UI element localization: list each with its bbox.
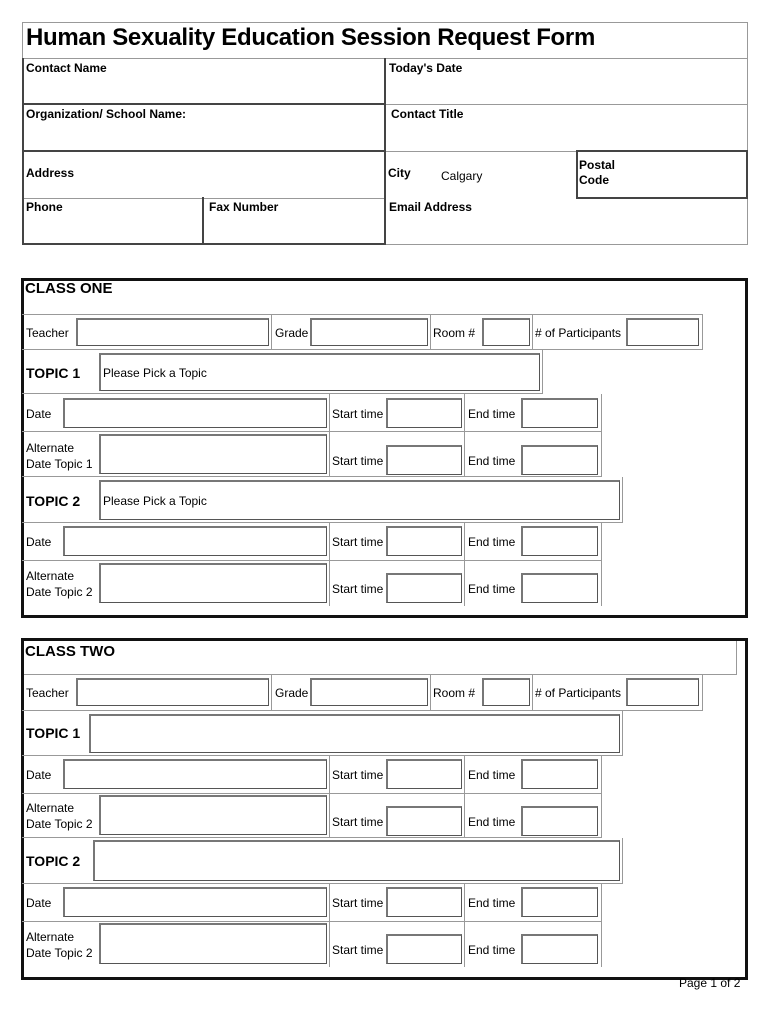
class-one-topic1-value: Please Pick a Topic xyxy=(103,366,207,380)
divider xyxy=(329,922,330,967)
class-two-room-field[interactable] xyxy=(482,678,530,706)
address-label: Address xyxy=(26,166,75,180)
class-two-alt1-end-label: End time xyxy=(468,815,516,829)
class-one-teacher-field[interactable] xyxy=(76,318,269,346)
divider xyxy=(329,756,330,794)
divider xyxy=(532,315,533,350)
email-label: Email Address xyxy=(389,200,472,214)
class-two-participants-label: # of Participants xyxy=(535,686,622,700)
divider xyxy=(271,315,272,350)
class-two-end-time-field[interactable] xyxy=(521,759,598,789)
class-two-alt1-end-field[interactable] xyxy=(521,806,598,836)
class-two-start-time2-label: Start time xyxy=(332,896,384,910)
divider xyxy=(329,394,330,432)
divider xyxy=(464,394,465,432)
alt-label-line2: Date Topic 1 xyxy=(26,457,93,471)
alt-label-line2: Date Topic 2 xyxy=(26,946,93,960)
class-one-alt2-start-field[interactable] xyxy=(386,573,462,603)
class-one-topic2-value: Please Pick a Topic xyxy=(103,494,207,508)
class-one-alt1-start-field[interactable] xyxy=(386,445,462,475)
class-two-teacher-field[interactable] xyxy=(76,678,269,706)
postal-label-line2: Code xyxy=(579,173,609,187)
class-one-participants-field[interactable] xyxy=(626,318,699,346)
class-two-alt2-label xyxy=(26,929,93,961)
class-two-topic2-label: TOPIC 2 xyxy=(26,853,81,869)
class-two-title: CLASS TWO xyxy=(25,643,115,660)
class-one-alt1-start-label: Start time xyxy=(332,454,384,468)
class-two-start-time2-field[interactable] xyxy=(386,887,462,917)
class-two-alt2-start-field[interactable] xyxy=(386,934,462,964)
class-one-date2-label: Date xyxy=(26,535,52,549)
fax-field[interactable] xyxy=(204,197,386,245)
todays-date-field[interactable] xyxy=(386,58,748,105)
class-two-alt1-date-field[interactable] xyxy=(99,795,327,835)
class-one-topic1-label: TOPIC 1 xyxy=(26,365,81,381)
class-one-alt2-end-field[interactable] xyxy=(521,573,598,603)
class-one-alt1-date-field[interactable] xyxy=(99,434,327,474)
class-two-date-field[interactable] xyxy=(63,759,327,789)
class-one-alt2-date-field[interactable] xyxy=(99,563,327,603)
divider xyxy=(430,315,431,350)
city-label: City xyxy=(388,166,411,180)
class-two-end-time2-label: End time xyxy=(468,896,516,910)
class-one-alt2-end-label: End time xyxy=(468,582,516,596)
contact-name-label: Contact Name xyxy=(26,61,107,75)
class-one-end-time2-field[interactable] xyxy=(521,526,598,556)
class-two-alt2-end-label: End time xyxy=(468,943,516,957)
class-one-title: CLASS ONE xyxy=(25,280,113,297)
class-two-alt2-end-field[interactable] xyxy=(521,934,598,964)
class-one-participants-label: # of Participants xyxy=(535,326,622,340)
divider xyxy=(532,675,533,711)
class-two-date-label: Date xyxy=(26,768,52,782)
postal-label-line1: Postal xyxy=(579,158,616,172)
class-one-room-field[interactable] xyxy=(482,318,530,346)
class-one-alt2-start-label: Start time xyxy=(332,582,384,596)
page-title: Human Sexuality Education Session Request Form xyxy=(26,24,595,51)
class-one-teacher-label: Teacher xyxy=(26,326,69,340)
divider xyxy=(464,432,465,477)
class-one-date-label: Date xyxy=(26,407,52,421)
divider xyxy=(464,523,465,561)
page-number: Page 1 of 2 xyxy=(679,976,741,990)
address-field[interactable] xyxy=(22,152,386,199)
phone-label: Phone xyxy=(26,200,63,214)
class-two-title-row xyxy=(24,641,737,675)
alt-label-line1: Alternate xyxy=(26,801,75,815)
class-one-start-time2-field[interactable] xyxy=(386,526,462,556)
alt-label-line1: Alternate xyxy=(26,441,75,455)
contact-name-field[interactable] xyxy=(22,58,386,105)
class-two-topic2-select[interactable] xyxy=(93,840,620,881)
organization-label: Organization/ School Name: xyxy=(26,107,187,121)
class-one-room-label: Room # xyxy=(433,326,476,340)
class-two-alt2-date-field[interactable] xyxy=(99,923,327,964)
alt-label-line2: Date Topic 2 xyxy=(26,585,93,599)
class-two-alt1-start-field[interactable] xyxy=(386,806,462,836)
class-two-end-time-label: End time xyxy=(468,768,516,782)
alt-label-line1: Alternate xyxy=(26,569,75,583)
class-one-date2-field[interactable] xyxy=(63,526,327,556)
class-two-date2-label: Date xyxy=(26,896,52,910)
class-one-alt1-label xyxy=(26,440,93,472)
phone-field[interactable] xyxy=(22,197,204,245)
contact-title-field[interactable] xyxy=(386,105,748,152)
divider xyxy=(329,794,330,838)
class-two-grade-field[interactable] xyxy=(310,678,428,706)
class-one-grade-label: Grade xyxy=(275,326,309,340)
class-one-alt1-end-field[interactable] xyxy=(521,445,598,475)
class-one-end-time-field[interactable] xyxy=(521,398,598,428)
contact-title-label: Contact Title xyxy=(391,107,464,121)
class-two-alt1-label xyxy=(26,800,93,832)
class-two-alt2-start-label: Start time xyxy=(332,943,384,957)
divider xyxy=(430,675,431,711)
todays-date-label: Today's Date xyxy=(389,61,463,75)
class-two-date2-field[interactable] xyxy=(63,887,327,917)
divider xyxy=(329,884,330,922)
class-two-participants-field[interactable] xyxy=(626,678,699,706)
class-one-alt2-label xyxy=(26,568,93,600)
class-two-start-time-label: Start time xyxy=(332,768,384,782)
class-one-alt1-end-label: End time xyxy=(468,454,516,468)
divider xyxy=(329,432,330,477)
divider xyxy=(464,561,465,606)
class-two-alt1-start-label: Start time xyxy=(332,815,384,829)
fax-label: Fax Number xyxy=(209,200,279,214)
divider xyxy=(329,561,330,606)
postal-code-label xyxy=(579,158,615,188)
class-two-topic1-select[interactable] xyxy=(89,714,620,753)
class-one-start-time2-label: Start time xyxy=(332,535,384,549)
divider xyxy=(271,675,272,711)
organization-field[interactable] xyxy=(22,105,386,152)
divider xyxy=(464,922,465,967)
divider xyxy=(329,523,330,561)
class-two-start-time-field[interactable] xyxy=(386,759,462,789)
class-one-end-time2-label: End time xyxy=(468,535,516,549)
divider xyxy=(464,884,465,922)
class-one-topic2-label: TOPIC 2 xyxy=(26,493,81,509)
divider xyxy=(464,794,465,838)
class-two-topic1-label: TOPIC 1 xyxy=(26,725,81,741)
class-two-room-label: Room # xyxy=(433,686,476,700)
class-one-date-field[interactable] xyxy=(63,398,327,428)
class-one-start-time-field[interactable] xyxy=(386,398,462,428)
alt-label-line1: Alternate xyxy=(26,930,75,944)
class-one-start-time-label: Start time xyxy=(332,407,384,421)
class-two-end-time2-field[interactable] xyxy=(521,887,598,917)
email-field[interactable] xyxy=(386,197,748,245)
class-one-grade-field[interactable] xyxy=(310,318,428,346)
divider xyxy=(464,756,465,794)
class-two-grade-label: Grade xyxy=(275,686,309,700)
alt-label-line2: Date Topic 2 xyxy=(26,817,93,831)
city-field[interactable]: Calgary xyxy=(441,169,483,183)
class-two-teacher-label: Teacher xyxy=(26,686,69,700)
class-one-end-time-label: End time xyxy=(468,407,516,421)
